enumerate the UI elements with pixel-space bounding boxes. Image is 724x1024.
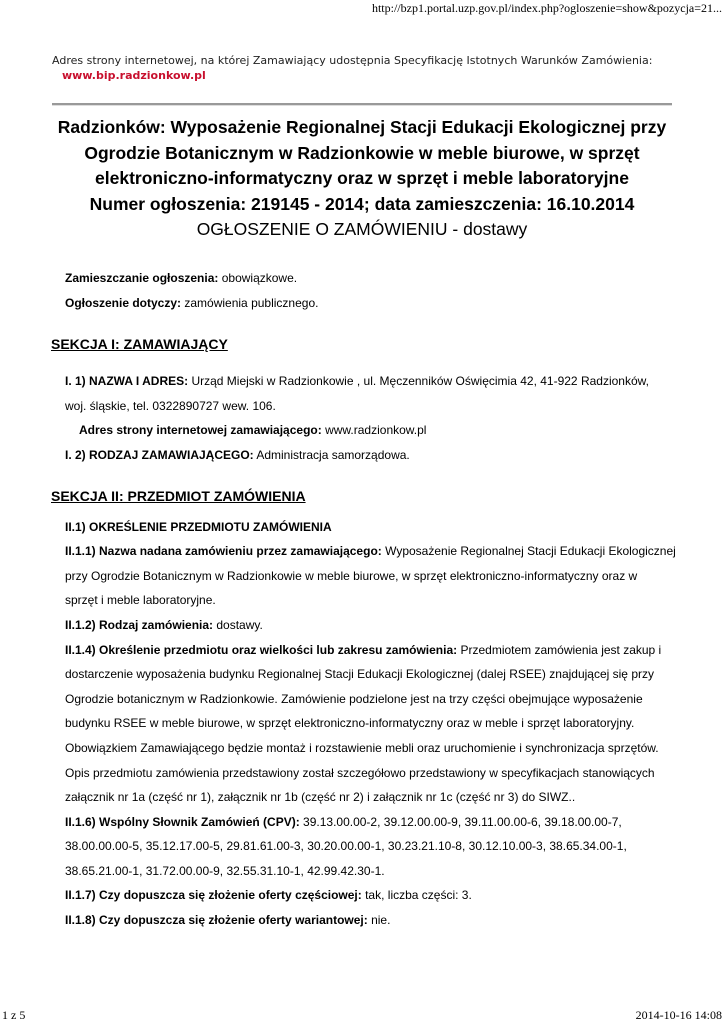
announcement-type: OGŁOSZENIE O ZAMÓWIENIU - dostawy — [196, 219, 528, 239]
field-value: zamówienia publicznego. — [181, 295, 319, 310]
announcement-body — [51, 266, 679, 933]
field-value: Urząd Miejski w Radzionkowie , ul. Męczenników Oświęcimia 42, 41-922 Radzionków, — [188, 374, 649, 389]
placement-field — [51, 266, 679, 291]
field-value: woj. śląskie, tel. 0322890727 wew. 106. — [65, 398, 276, 413]
contract-scope-line: Opis przedmiotu zamówienia przedstawiony został szczegółowo przedstawiony w specyfikacjach stanowiących — [65, 765, 655, 780]
announcement-title — [40, 115, 684, 243]
field-label: II.1.7) Czy dopuszcza się złożenie oferty częściowej: — [65, 888, 362, 903]
siwz-website-note — [52, 53, 692, 83]
field-label: Adres strony internetowej zamawiającego: — [79, 423, 322, 438]
field-label: Zamieszczanie ogłoszenia: — [65, 271, 219, 285]
field-label: II.1.1) Nazwa nadana zamówieniu przez zamawiającego: — [65, 544, 382, 559]
cpv-line: 38.00.00.00-5, 35.12.17.00-5, 29.81.61.00-3, 30.20.00.00-1, 30.23.21.10-8, 30.12.10.00-3, 38.65.34.00-1, — [65, 839, 627, 854]
announcement-number: Numer ogłoszenia: 219145 - 2014; data zamieszczenia: 16.10.2014 — [89, 193, 635, 214]
section-2-heading: SEKCJA II: PRZEDMIOT ZAMÓWIENIA — [51, 487, 306, 504]
header-divider — [52, 103, 672, 106]
field-value: Administracja samorządowa. — [253, 447, 410, 462]
subheading-text: II.1) OKREŚLENIE PRZEDMIOTU ZAMÓWIENIA — [65, 519, 332, 534]
partial-offer-field — [51, 883, 679, 908]
field-value: dostawy. — [213, 617, 263, 632]
field-label: Ogłoszenie dotyczy: — [65, 295, 182, 310]
section-2-subheading — [51, 515, 679, 540]
cpv-line: 38.65.21.00-1, 31.72.00.00-9, 32.55.31.10-1, 42.99.42.30-1. — [65, 863, 385, 878]
variant-offer-field — [51, 908, 679, 933]
contract-name-line — [51, 588, 679, 613]
contract-scope-line: budynku RSEE w meble biurowe, w sprzęt elektroniczno-informatyczny oraz w meble i sprzęt laboratoryjny. — [65, 716, 635, 731]
field-value: sprzęt i meble laboratoryjne. — [65, 593, 216, 608]
print-footer-page: 1 z 5 — [2, 1008, 26, 1022]
title-line: Ogrodzie Botanicznym w Radzionkowie w meble biurowe, w sprzęt — [84, 142, 640, 163]
siwz-note-text: Adres strony internetowej, na której Zamawiający udostępnia Specyfikację Istotnych Warunków Zamówienia: — [52, 54, 653, 67]
contracting-authority-address — [51, 394, 679, 419]
field-value: www.radzionkow.pl — [321, 423, 427, 438]
contract-scope-field — [51, 638, 679, 663]
concerns-field — [51, 291, 679, 316]
field-value: nie. — [367, 913, 391, 928]
page-title — [40, 115, 684, 217]
field-value: przy Ogrodzie Botanicznym w Radzionkowie w meble biurowe, w sprzęt elektroniczno-informatyczny oraz w — [65, 568, 638, 583]
contract-name-field — [51, 539, 679, 564]
field-label: I. 2) RODZAJ ZAMAWIAJĄCEGO: — [65, 447, 254, 462]
print-footer-datetime: 2014-10-16 14:08 — [635, 1008, 722, 1022]
field-label: II.1.6) Wspólny Słownik Zamówień (CPV): — [65, 814, 300, 829]
title-line: elektroniczno-informatyczny oraz w sprzęt i meble laboratoryjne — [95, 168, 629, 188]
title-line: Radzionków: Wyposażenie Regionalnej Stacji Edukacji Ekologicznej przy — [57, 117, 667, 137]
field-value: Przedmiotem zamówienia jest zakup i — [457, 642, 662, 657]
contracting-authority-type — [51, 443, 679, 468]
contracting-authority-website — [51, 418, 679, 443]
siwz-website-link[interactable]: www.bip.radzionkow.pl — [62, 69, 206, 82]
contract-scope-line: Obowiązkiem Zamawiającego będzie montaż i rozstawienie mebli oraz uruchomienie i synchronizacja sprzętów. — [65, 740, 659, 755]
contract-kind-field — [51, 613, 679, 638]
field-value: obowiązkowe. — [218, 271, 298, 285]
field-label: II.1.2) Rodzaj zamówienia: — [65, 617, 214, 632]
contract-scope-line: Ogrodzie botanicznym w Radzionkowie. Zamówienie podzielone jest na trzy części obejmujące wyposażenie — [65, 691, 643, 706]
field-value: Wyposażenie Regionalnej Stacji Edukacji Ekologicznej — [381, 544, 676, 559]
field-label: II.1.8) Czy dopuszcza się złożenie oferty wariantowej: — [65, 913, 368, 928]
contracting-authority-name — [51, 369, 679, 394]
field-value: 39.13.00.00-2, 39.12.00.00-9, 39.11.00.00-6, 39.18.00.00-7, — [299, 814, 622, 829]
section-1-heading: SEKCJA I: ZAMAWIAJĄCY — [51, 336, 228, 353]
field-label: I. 1) NAZWA I ADRES: — [65, 374, 189, 389]
contract-name-line — [51, 564, 679, 589]
field-label: II.1.4) Określenie przedmiotu oraz wielkości lub zakresu zamówienia: — [65, 642, 458, 657]
print-header-url: http://bzp1.portal.uzp.gov.pl/index.php?ogloszenie=show&pozycja=21... — [371, 1, 722, 15]
contract-scope-line: dostarczenie wyposażenia budynku Regionalnej Stacji Edukacji Ekologicznej (dalej RSEE) znajdującej się przy — [65, 667, 654, 682]
cpv-field — [51, 810, 679, 835]
contract-scope-line: załącznik nr 1a (część nr 1), załącznik nr 1b (część nr 2) i załącznik nr 1c (część nr 3) do SIWZ.. — [65, 790, 576, 805]
field-value: tak, liczba części: 3. — [361, 888, 472, 903]
